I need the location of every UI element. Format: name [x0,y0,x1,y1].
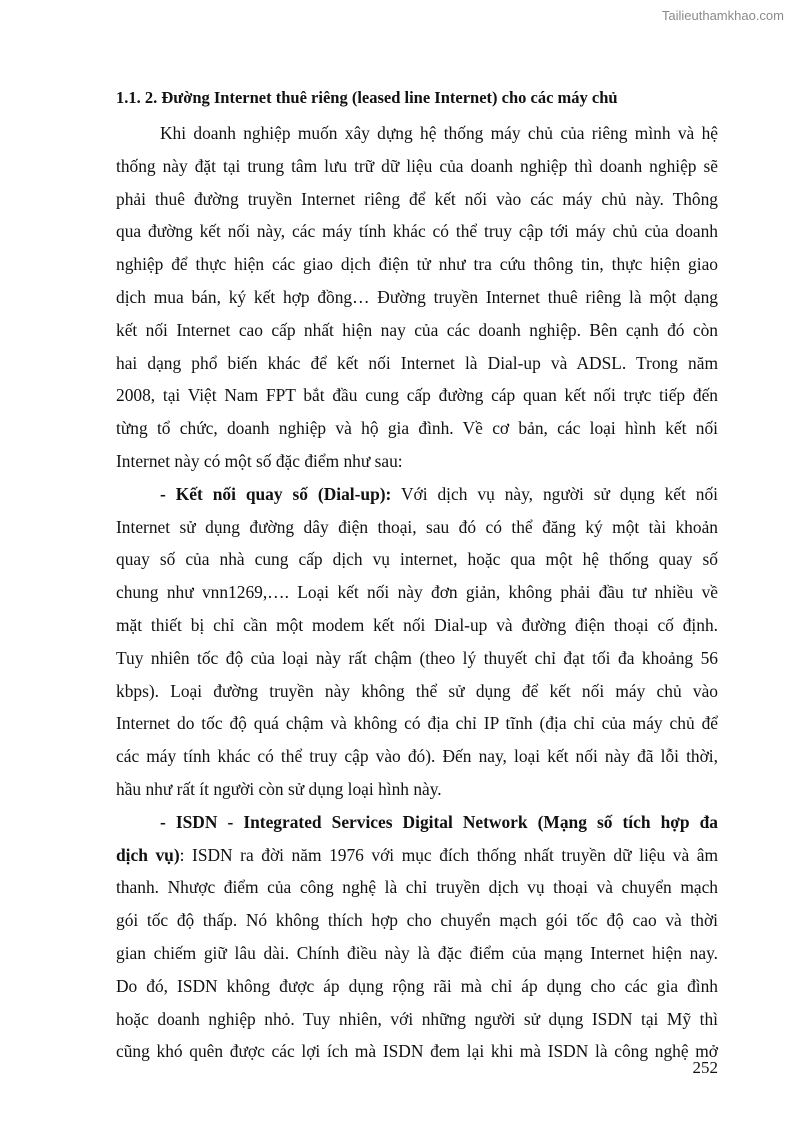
text-line: cũng khó quên được các lợi ích mà ISDN đem lại khi mà ISDN là công nghệ mở [116,1041,718,1062]
text-line: Internet này có một số đặc điểm như sau: [116,450,403,471]
text-line: Tuy nhiên tốc độ của loại này rất chậm (theo lý thuyết chỉ đạt tối đa khoảng 56 [116,647,718,668]
text-line: Khi doanh nghiệp muốn xây dựng hệ thống máy chủ của riêng mình và hệ [160,123,718,143]
isdn-term-end: dịch vụ) [116,844,180,865]
text-span: : ISDN ra đời năm 1976 với mục đích thống nhất truyền dữ liệu và âm [179,844,718,865]
text-line [116,839,718,872]
text-span: Với dịch vụ này, người sử dụng kết nối [391,483,718,504]
text-line: chung như vnn1269,…. Loại kết nối này đơn giản, không phải đầu tư nhiều về [116,582,718,603]
text-line: nghiệp để thực hiện các giao dịch điện tử như tra cứu thông tin, thực hiện giao [116,254,718,275]
text-line: quay số của nhà cung cấp dịch vụ internet, hoặc qua một hệ thống quay số [116,549,718,570]
text-line: Internet do tốc độ quá chậm và không có địa chỉ IP tĩnh (địa chỉ của máy chủ để [116,713,718,734]
text-line: thanh. Nhược điểm của công nghệ là chỉ truyền dịch vụ thoại và chuyển mạch [116,877,718,898]
text-line: qua đường kết nối này, các máy tính khác có thể truy cập tới máy chủ của doanh [116,221,718,242]
text-line: các máy tính khác có thể truy cập vào đó). Đến nay, loại kết nối này đã lỗi thời, [116,746,718,767]
text-line: dịch mua bán, ký kết hợp đồng… Đường truyền Internet thuê riêng là một dạng [116,286,718,307]
paragraph-dial-up [116,478,718,806]
paragraph-leased-line [116,117,718,478]
text-line: hoặc doanh nghiệp nhỏ. Tuy nhiên, với những người sử dụng ISDN tại Mỹ thì [116,1008,718,1029]
dial-up-term: - Kết nối quay số (Dial-up): [160,483,392,504]
text-line: 2008, tại Việt Nam FPT bắt đầu cung cấp đường cáp quan kết nối trực tiếp đến [116,385,718,406]
text-line: phải thuê đường truyền Internet riêng để kết nối vào các máy chủ này. Thông [116,188,718,209]
isdn-term: - ISDN - Integrated Services Digital Network (Mạng số tích hợp đa [160,811,718,832]
text-line: gian chiếm giữ lâu dài. Chính điều này là đặc điểm của mạng Internet hiện nay. [116,942,718,963]
text-line: kbps). Loại đường truyền này không thể sử dụng để kết nối máy chủ vào [116,680,718,701]
text-line: gói tốc độ thấp. Nó không thích hợp cho chuyển mạch gói tốc độ cao và thời [116,910,718,931]
text-line: hai dạng phổ biến khác để kết nối Internet là Dial-up và ADSL. Trong năm [116,352,718,373]
text-line: thống này đặt tại trung tâm lưu trữ dữ liệu của doanh nghiệp thì doanh nghiệp sẽ [116,155,718,176]
watermark-text: Tailieuthamkhao.com [661,8,784,23]
document-body [116,117,718,1068]
text-line: Internet sử dụng đường dây điện thoại, sau đó có thể đăng ký một tài khoản [116,516,718,537]
paragraph-isdn [116,806,718,1068]
text-line: từng tổ chức, doanh nghiệp và hộ gia đình. Về cơ bản, các loại hình kết nối [116,418,718,439]
text-line: hầu như rất ít người còn sử dụng loại hình này. [116,778,442,799]
text-line: Do đó, ISDN không được áp dụng rộng rãi mà chỉ áp dụng cho các gia đình [116,975,718,996]
section-heading: 1.1. 2. Đường Internet thuê riêng (leased line Internet) cho các máy chủ [116,88,618,107]
text-line [116,806,718,839]
page-number: 252 [692,1058,718,1077]
text-line: mặt thiết bị chỉ cần một modem kết nối Dial-up và đường điện thoại cố định. [116,614,718,635]
text-line: kết nối Internet cao cấp nhất hiện nay của các doanh nghiệp. Bên cạnh đó còn [116,319,718,340]
text-line [116,478,718,511]
document-page [116,88,718,1068]
